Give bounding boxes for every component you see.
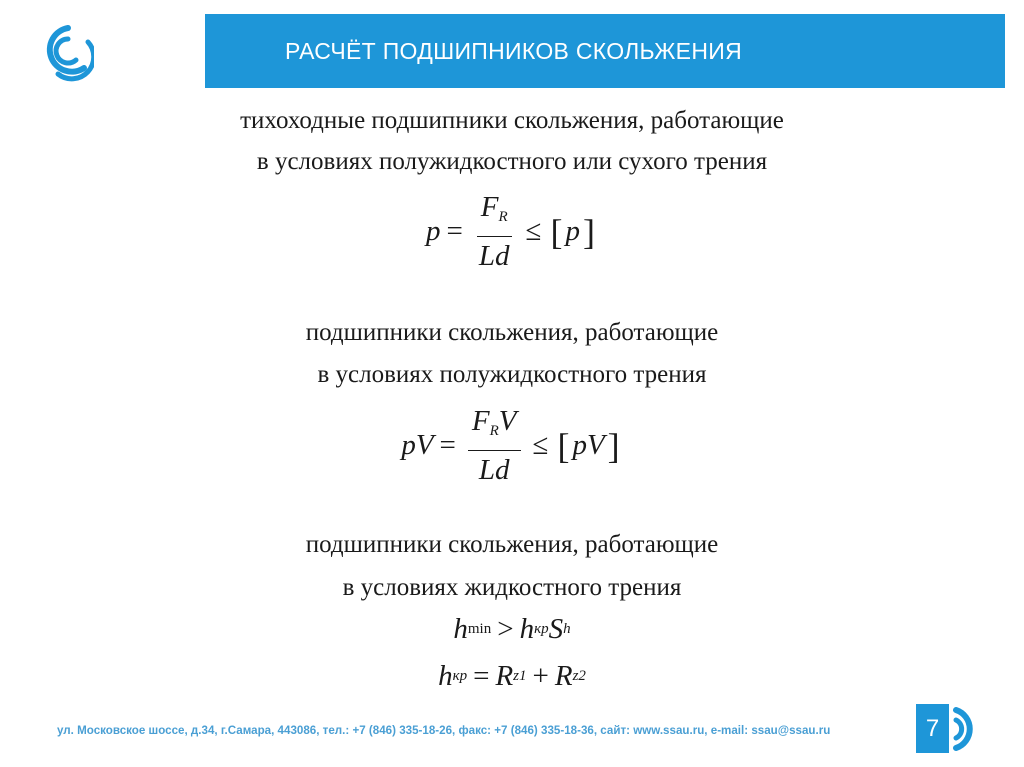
section-2-line-2: в условиях полужидкостного трения <box>317 361 707 388</box>
bracket-open: [ <box>557 425 570 466</box>
hmin-subscript: min <box>467 621 492 637</box>
formula-equals: = <box>446 215 463 247</box>
numerator-main: F <box>471 405 490 437</box>
formula-relation: ≤ <box>532 429 549 461</box>
bracket-close: ] <box>582 211 595 252</box>
fraction-numerator <box>477 190 512 237</box>
section-1-line-2: в условиях полужидкостного или сухого трения <box>256 148 768 175</box>
formula-pv <box>0 404 1024 487</box>
formula-pressure <box>0 190 1024 273</box>
formula-lhs: p <box>426 215 441 247</box>
formula-lhs: pV <box>401 429 434 461</box>
rz1-subscript: z1 <box>513 668 527 684</box>
section-1-line-1: тихоходные подшипники скольжения, работающие <box>240 107 784 134</box>
bracket-open: [ <box>550 211 563 252</box>
hkr-subscript: кр <box>534 621 549 637</box>
sh-subscript: h <box>563 621 571 637</box>
sh-symbol: S <box>548 613 564 645</box>
fraction-numerator <box>468 404 521 451</box>
university-logo-icon <box>38 22 94 82</box>
slide-title: РАСЧЁТ ПОДШИПНИКОВ СКОЛЬЖЕНИЯ <box>285 38 742 64</box>
formula-rhs: p <box>565 215 580 247</box>
section-3-line-2: в условиях жидкостного трения <box>342 574 682 601</box>
numerator-main: F <box>480 191 499 223</box>
numerator-subscript: R <box>489 423 499 439</box>
section-2-line-1: подшипники скольжения, работающие <box>305 319 719 346</box>
fraction-denominator: Ld <box>478 240 510 272</box>
rz1-symbol: R <box>495 660 514 692</box>
formula-relation: ≤ <box>525 215 542 247</box>
formula-equals: = <box>439 429 456 461</box>
hkr-subscript: кр <box>452 668 468 684</box>
page-number: 7 <box>916 704 949 753</box>
section-3-line-1: подшипники скольжения, работающие <box>305 531 719 558</box>
formula-fraction <box>468 404 521 487</box>
rz2-symbol: R <box>554 660 573 692</box>
footer-address: ул. Московское шоссе, д.34, г.Самара, 443086, тел.: +7 (846) 335-18-26, факс: +7 (846) 335-18-36, сайт: www.ssau.ru, e-mail: ssau@ssau.ru <box>57 724 831 737</box>
bracket-close: ] <box>607 425 620 466</box>
numerator-tail: V <box>498 405 517 437</box>
title-bar <box>205 14 1005 88</box>
university-logo-small-icon <box>950 700 992 758</box>
hkr-symbol: h <box>519 613 535 645</box>
hkr-symbol: h <box>438 660 453 692</box>
formula-equals: = <box>473 660 490 692</box>
formula-plus: + <box>532 660 549 692</box>
formula-rhs: pV <box>572 429 605 461</box>
numerator-subscript: R <box>498 209 508 225</box>
fraction-denominator: Ld <box>478 454 510 486</box>
formula-hmin <box>0 613 1024 646</box>
formula-hkr <box>0 660 1024 693</box>
hmin-symbol: h <box>453 613 468 645</box>
rz2-subscript: z2 <box>572 668 586 684</box>
formula-relation: > <box>497 613 514 645</box>
formula-fraction <box>475 190 514 273</box>
